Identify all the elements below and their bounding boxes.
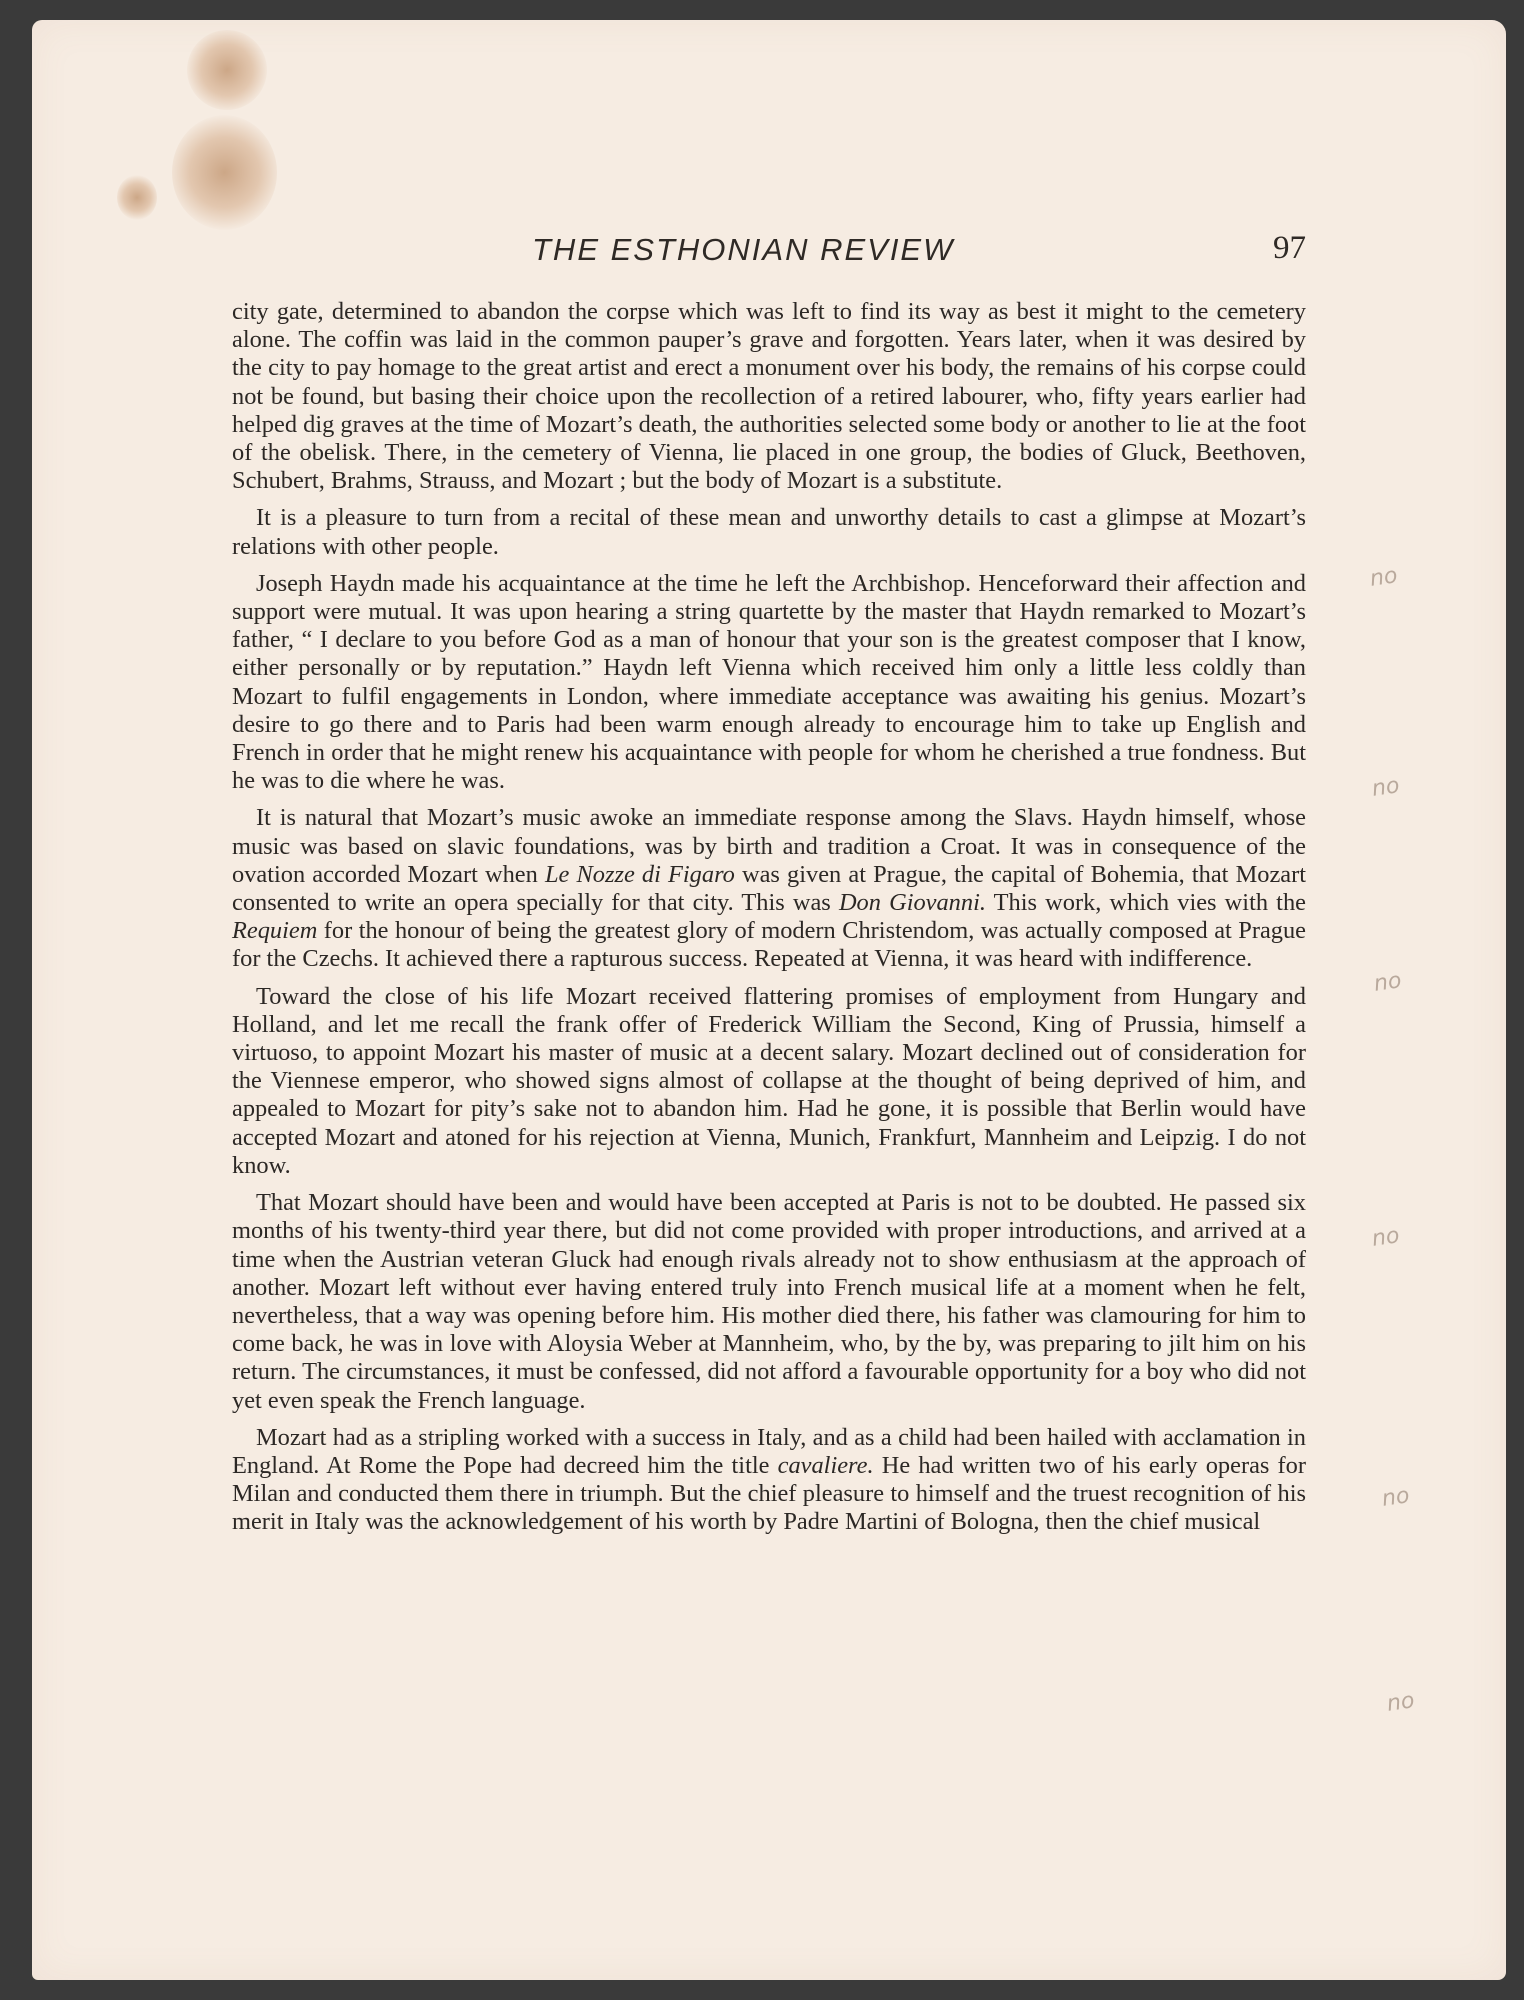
text-run: Joseph Haydn made his acquaintance at the time he left the Archbishop. Henceforward their affection and support were mutual. It was upon hearing a string quartette by the master that Haydn remarked to Mozart’s father, “ I declare to you before God as a man of honour that your son is the greatest composer that I know, either personally or by reputation.” Haydn left Vienna which received him only a little less coldly than Mozart to fulfil engagements in London, where immediate acceptance was awaiting his genius. Mozart’s desire to go there and to Paris had been warm enough already to encourage him to take up English and French in order that he might renew his acquaintance with people for whom he cherished a true fondness. But he was to die where he was. xyxy=(232,569,1306,795)
text-run: He had written two of his early operas for Milan and conducted them there in triumph. But the chief pleasure to himself and the truest recognition of his merit in Italy was the acknowledgement of his worth by Padre Martini of Bologna, then the chief musical xyxy=(232,1451,1306,1536)
water-stain-top xyxy=(187,30,267,110)
margin-note: no xyxy=(1370,773,1402,802)
margin-note: no xyxy=(1370,1223,1402,1252)
margin-note: no xyxy=(1385,1688,1417,1717)
text-run: This work, which vies with the xyxy=(985,889,1306,917)
text-run: for the honour of being the greatest glory of modern Christendom, was actually composed at Prague for the Czechs. It achieved there a rapturous success. Repeated at Vienna, it was heard with indifference. xyxy=(232,917,1306,973)
italic-title: Requiem xyxy=(232,917,318,945)
text-run: Mozart had as a stripling worked with a success in Italy, and as a child had been hailed with acclamation in England. At Rome the Pope had decreed him the title xyxy=(232,1423,1306,1479)
journal-title: THE ESTHONIAN REVIEW xyxy=(532,232,955,267)
paragraph xyxy=(232,298,1306,495)
page-number: 97 xyxy=(1273,230,1306,266)
paragraph xyxy=(232,570,1306,796)
margin-note: no xyxy=(1380,1483,1412,1512)
text-run: city gate, determined to abandon the corpse which was left to find its way as best it might to the cemetery alone. The coffin was laid in the common pauper’s grave and forgotten. Years later, when it was desired by the city to pay homage to the great artist and erect a monument over his body, the remains of his corpse could not be found, but basing their choice upon the recollection of a retired labourer, who, fifty years earlier had helped dig graves at the time of Mozart’s death, the authorities selected some body or another to lie at the foot of the obelisk. There, in the cemetery of Vienna, lie placed in one group, the bodies of Gluck, Beethoven, Schubert, Brahms, Strauss, and Mozart ; but the body of Mozart is a substitute. xyxy=(232,298,1306,495)
text-run: was given at Prague, the capital of Bohemia, that Mozart consented to write an opera specially for that city. This was xyxy=(232,860,1307,917)
paragraph xyxy=(232,804,1306,973)
italic-title: Le Nozze di Figaro xyxy=(544,860,735,888)
margin-note: no xyxy=(1368,563,1400,592)
italic-title: cavaliere. xyxy=(777,1451,874,1479)
paragraph xyxy=(232,983,1306,1180)
paragraph xyxy=(232,504,1306,560)
text-run: It is a pleasure to turn from a recital of these mean and unworthy details to cast a glimpse at Mozart’s relations with other people. xyxy=(232,504,1306,560)
water-stain-large xyxy=(172,115,277,230)
paragraph xyxy=(232,1189,1306,1415)
margin-note: no xyxy=(1372,968,1404,997)
water-stain-small xyxy=(117,175,157,220)
page-header xyxy=(232,228,1306,278)
text-run: Toward the close of his life Mozart received flattering promises of employment from Hungary and Holland, and let me recall the frank offer of Frederick William the Second, King of Prussia, himself a virtuoso, to appoint Mozart his master of music at a decent salary. Mozart declined out of consideration for the Viennese emperor, who showed signs almost of collapse at the thought of being deprived of him, and appealed to Mozart for pity’s sake not to abandon him. Had he gone, it is possible that Berlin would have accepted Mozart and atoned for his rejection at Vienna, Munich, Frankfurt, Mannheim and Leipzig. I do not know. xyxy=(232,982,1306,1179)
article-body xyxy=(232,298,1306,1546)
paragraph xyxy=(232,1424,1306,1537)
text-run: That Mozart should have been and would have been accepted at Paris is not to be doubted. He passed six months of his twenty-third year there, but did not come provided with proper introductions, and arrived at a time when the Austrian veteran Gluck had enough rivals already not to show enthusiasm at the approach of another. Mozart left without ever having entered truly into French musical life at a moment when he felt, nevertheless, that a way was opening before him. His mother died there, his father was clamouring for him to come back, he was in love with Aloysia Weber at Mannheim, who, by the by, was preparing to jilt him on his return. The circumstances, it must be confessed, did not afford a favourable opportunity for a boy who did not yet even speak the French language. xyxy=(232,1189,1306,1414)
text-run: It is natural that Mozart’s music awoke an immediate response among the Slavs. Haydn himself, whose music was based on slavic foundations, was by birth and tradition a Croat. It was in consequence of the ovation accorded Mozart when xyxy=(232,804,1306,888)
italic-title: Don Giovanni. xyxy=(838,889,986,917)
document-page xyxy=(32,20,1506,1980)
